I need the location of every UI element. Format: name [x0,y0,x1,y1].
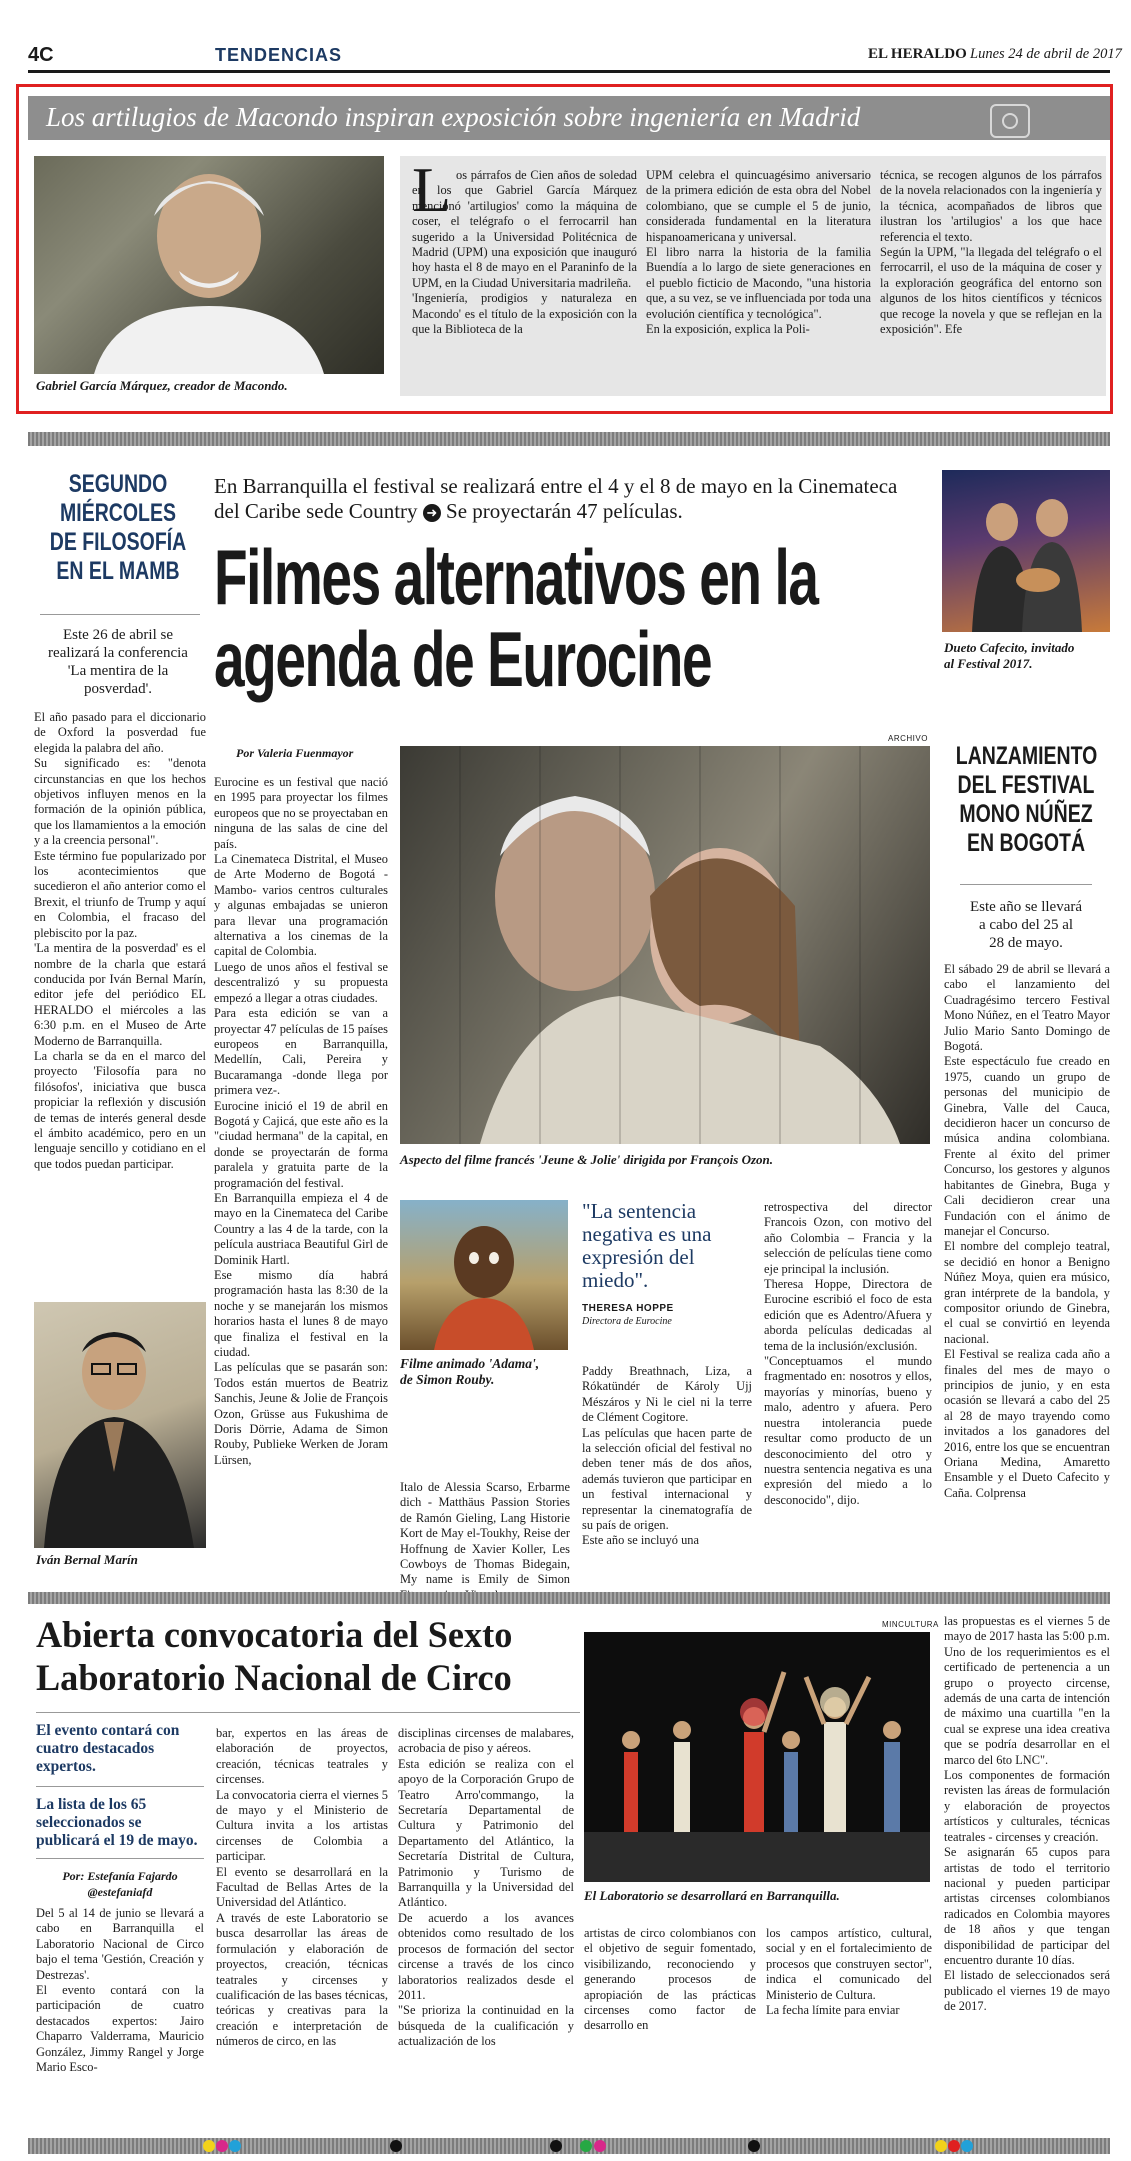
registration-mark-cyan [229,2140,241,2152]
registration-mark-red [948,2140,960,2152]
eurocine-quote: "La sentencia negativa es una expresión del miedo". [582,1199,712,1292]
film-still-illustration [400,746,930,1144]
filosofia-body: El año pasado para el diccionario de Oxford la posverdad fue elegida la palabra del año. Su significado es: "denota circunstancias en que los hechos objetivos influyen menos en la formación de la opinión pública, que los llamamientos a la emoción y a la creencia personal". Este término fue popularizado por los acontecimientos que sucedieron el año anterior como el Brexit, el triunfo de Trump y aquí en Colombia, el fracaso del plebiscito por la paz. 'La mentira de la posverdad' es el nombre de la charla que estará conducida por Iván Bernal Marín, editor jefe del periódico EL HERALDO el miércoles a las 6:30 p.m. en el Museo de Arte Moderno de Barranquilla. La charla se da en el marco del proyecto 'Filosofía para no filósofos', iniciativa que busca propiciar la reflexión y discusión de temas de interés general desde el ámbito académico, pero en un lenguaje sencillo y cotidiano en el que todos puedan participar. [34,710,206,1171]
eurocine-title: Filmes alternativos en la agenda de Eurocine [214,533,818,703]
eurocine-photo-credit: ARCHIVO [888,734,928,743]
header-rule [28,70,1110,73]
eurocine-col2-left: Italo de Alessia Scarso, Erbarme dich - Matthäus Passion Stories de Ramón Gieling, Lang Historie Kort de May el-Toukhy, Reise der Hoffnung de Xavier Koller, Les Cowboys de Thomas Bidegain, My name is Emily de Simon [400,1480,570,1587]
camera-icon [990,104,1030,138]
filosofia-title: SEGUNDO MIÉRCOLES DE FILOSOFÍA EN EL MAMB [49,470,187,585]
eurocine-col1: Eurocine es un festival que nació en 1995 para proyectar los filmes europeos que no se proyectaban en ninguna de las salas de cine del país. La Cinemateca Distrital, el Museo de Arte Moderno de Bogotá -Mambo- varios centros culturales y algunas embajadas se unieron para llevar una programación alternativa a los cinemas de la capital de Colombia. Luego de unos años el festival se descentralizó y su propuesta empezó a llegar a otras ciudades. Para esta edición se van a proyectar 47 películas de 15 países europeos en Barranquilla, Medellín, Cali, Pereira y Bucaramanga -donde llega por primera vez-. Eurocine inició el 19 de abril en Bogotá y Cajicá, que este año es la "ciudad hermana" de la capital, en donde se proyectarán de forma paralela y gratuita parte de la programación del festival. En Barranquilla empieza el 4 de mayo en la Cinemateca del Caribe Country a las 4 de la tarde, con la película austriaca Beautiful Girl de Dominik Hartl. Ese mismo día habrá programación hasta las 8:30 de la noche y se manejarán los mismos horarios hasta el lunes 8 de mayo que finaliza el festival en la ciudad. Las películas que se pasarán son: Todos están muertos de Beatriz Sanchis, Jeune & Jolie de François Ozon, Grüsse aus Fukushima de Doris Dörrie, Adama de Simon Rouby, Publieke Werken de Joram Lürsen, [214,775,388,1467]
arrow-circle-icon: ➜ [423,504,441,522]
registration-mark-magenta [216,2140,228,2152]
circo-col4: artistas de circo colombianos con el objetivo de seguir fomentado, visibilizando, reconociendo y generando procesos de apropiación de las prácticas circenses como factor de desarrollo en [584,1926,756,2033]
macondo-col1: os párrafos de Cien años de soledad en los que Gabriel García Márquez mencionó 'artilugios' como la máquina de coser, el telégrafo o el ferrocarril han sugerido a la Universidad Politécnica de Madrid (UPM) una exposición que inauguró hoy hasta el 8 de mayo en el Paraninfo de la UPM, en la Ciudad Universitaria madrileña. 'Ingeniería, prodigios y naturaleza en Macondo' es el título de la exposición con la que la Biblioteca de la [412,168,637,337]
circo-byline-handle: @estefaniafd [87,1885,153,1899]
circo-byline: Por: Estefanía Fajardo [62,1869,178,1883]
ivan-caption: Iván Bernal Marín [36,1552,138,1567]
dueto-cafecito-photo [942,470,1110,632]
eurocine-col3: retrospectiva del director Francois Ozon, con motivo del año Colombia – Francia y la selección de películas tiene como eje principal la inclusión. Theresa Hoppe, Directora de Eurocine escribió el foco de esta edición que es Adentro/Afuera y aborda películas dedicadas al tema de la inclusión/exclusión. "Conceptuamos el mundo fragmentado en: nosotros y ellos, mayorías y minorías, bueno y malo, adentro y afuera. Pero nuestra intolerancia puede resultar como producto de un desconocimiento del otro y nuestra sentencia negativa es una expresión del miedo a lo desconocido", dijo. [764,1200,932,1507]
eurocine-kicker-text: En Barranquilla el festival se realizará entre el 4 y el 8 de mayo en la Cinemateca del Caribe sede Country [214,474,898,523]
circo-col6: las propuestas es el viernes 5 de mayo de 2017 hasta las 5:00 p.m. Uno de los requerimientos es el certificado de pertenencia a un grupo o proyecto circense, además de una carta de intención de máximo una cuartilla "en la cual se exprese una idea creativa que se podría desarrollar en el marco del 6to LNC". Los componentes de formación revisten las áreas de formulación y elaboración de proyectos artísticos y culturales, técnicas teatrales - circenses y creación. Se asignarán 65 cupos para artistas de todo el territorio nacional y pueden participar artistas circenses colombianos radicados en Colombia mayores de 18 años y que tengan disponibilidad de participar del encuentro durante 10 días. El listado de seleccionados será publicado el viernes 19 de mayo de 2017. [944,1614,1110,2014]
circo-title: Abierta convocatoria del Sexto Laboratorio Nacional de Circo [36,1615,513,1699]
page-number: 4C [28,44,54,66]
issue-date: Lunes 24 de abril de 2017 [970,46,1122,62]
circo-rule [36,1712,580,1713]
mono-title: LANZAMIENTO DEL FESTIVAL MONO NÚÑEZ EN BOGOTÁ [955,742,1098,857]
macondo-col3: técnica, se recogen algunos de los párrafos de la novela relacionados con la ingeniería y la técnica, acompañados de libros que ilustran los 'artilugios' a los que hace referencia el texto. Según la UPM, "la llegada del telégrafo o el ferrocarril, el uso de la máquina de coser y la exploración geográfica del entorno son algunos de los hitos científicos y técnicos que recoge la novela y que se reflejan en la exposición". Efe [880,168,1102,337]
ivan-bernal-photo [34,1302,206,1548]
adama-photo [400,1200,568,1350]
dueto-illustration [942,470,1110,632]
registration-mark-yellow [203,2140,215,2152]
circo-photo [584,1632,930,1882]
circo-lead2: La lista de los 65 seleccionados se publicará el 19 de mayo. [36,1796,198,1849]
circus-performers-illustration [584,1632,930,1882]
macondo-drop-cap: L [412,154,452,225]
portrait-illustration [34,156,384,374]
separator-band-1 [28,432,1110,446]
eurocine-col2: Paddy Breathnach, Liza, a Rókatündér de Károly Ujj Mészáros y Ni le ciel ni la terre de Clément Cogitore. Las películas que hacen parte de la selección oficial del festival no deben tener más de dos años, además tuvieron que participar en un festival internacional y representar la cinematografía de su país de origen. Este año se incluyó una [582,1364,752,1548]
circo-lead-rule-2 [36,1858,204,1859]
registration-mark-black-1 [390,2140,402,2152]
registration-mark-green [580,2140,592,2152]
macondo-col2: UPM celebra el quincuagésimo aniversario de la primera edición de esta obra del Nobel colombiano, que se cumple el 5 de junio, considerada fundamental en la literatura hispanoamericana y universal. El libro narra la historia de la familia Buendía a lo largo de siete generaciones en el pueblo ficticio de Macondo, "una historia que, a su vez, se ve influenciada por toda una evolución científica y tecnológica". En la exposición, explica la Poli- [646,168,871,337]
dueto-caption: Dueto Cafecito, invitado al Festival 2017. [944,640,1075,671]
registration-mark-black-3 [748,2140,760,2152]
eurocine-byline: Por Valeria Fuenmayor [236,746,354,760]
circo-lead1: El evento contará con cuatro destacados expertos. [36,1722,180,1775]
eurocine-kicker [214,474,914,524]
macondo-photo-caption: Gabriel García Márquez, creador de Macondo. [36,378,288,393]
quote-name: THERESA HOPPE [582,1303,674,1314]
circo-col3: disciplinas circenses de malabares, acrobacia de piso y aéreos. Esta edición se realiza con el apoyo de la Corporación Grupo de Teatro Arro'commango, la Secretaría Departamental de Cultura y Patrimonio del Departamento del Atlántico, la Secretaría Distrital de Cultura, Patrimonio y Turismo de Barranquilla y la Universidad del Atlántico. De acuerdo a los avances obtenidos como resultado de los procesos de formación del sector circense a través de los cinco laboratorios realizados desde el 2011. "Se prioriza la continuidad en la búsqueda de la cualificación y actualización de los [398,1726,574,2049]
filosofia-rule [40,614,200,615]
mono-body: El sábado 29 de abril se llevará a cabo el lanzamiento del Cuadragésimo tercero Festival Mono Núñez, en el Teatro Mayor Julio Mario Santo Domingo de Bogotá. Este espectáculo fue creado en 1975, cuando un grupo de personas del municipio de Ginebra, Valle del Cauca, decidieron hacer un concurso de música andina colombiana. Frente al éxito del primer Concurso, los gestores y algunos habitantes de Ginebra, Buga y Cali decidieron crear una Fundación con el ánimo de manejar el Concurso. El nombre del complejo teatral, se decidió en honor a Benigno Núñez Moya, quien era músico, gran intérprete de la bandola, y compositor oriundo de Ginebra, el cual se convirtió en leyenda nacional. El Festival se realiza cada año a finales del mes de mayo o principios de junio, y en esta ocasión se llevará a cabo del 25 al 28 de mayo trayendo como invitados a los ganadores del 2016, entre los que se encuentran Oriana Medina, Amaretto Ensamble y el Dueto Cafecito y Caña. Colprensa [944,962,1110,1500]
section-title: TENDENCIAS [215,45,343,65]
garcia-marquez-photo [34,156,384,374]
registration-mark-cyan-2 [961,2140,973,2152]
newspaper-name: EL HERALDO [868,46,967,62]
circo-lead-rule [36,1786,204,1787]
circo-col5: los campos artístico, cultural, social y en el fortalecimiento de procesos que construyen sector", indica el comunicado del Ministerio de Cultura. La fecha límite para enviar [766,1926,932,2018]
jeune-jolie-caption: Aspecto del filme francés 'Jeune & Jolie' dirigida por François Ozon. [400,1152,774,1167]
ivan-portrait-illustration [34,1302,206,1548]
circo-col1: Del 5 al 14 de junio se llevará a cabo en Barranquilla el Laboratorio Nacional de Circo bajo el tema 'Gestión, Creación y Destrezas'. El evento contará con la participación de cuatro destacados expertos: Jairo Chaparro Valderrama, Mauricio González, Jimmy Rangel y Jorge Mario Esco- [36,1906,204,2075]
eurocine-kicker-tail: Se proyectarán 47 películas. [446,499,683,523]
filosofia-subtitle: Este 26 de abril se realizará la conferencia 'La mentira de la posverdad'. [48,627,188,697]
circo-photo-caption: El Laboratorio se desarrollará en Barranquilla. [584,1888,840,1903]
mono-rule [960,884,1092,885]
macondo-title: Los artilugios de Macondo inspiran exposición sobre ingeniería en Madrid [46,102,861,132]
circo-photo-credit: MINCULTURA [882,1620,939,1629]
quote-role: Directora de Eurocine [582,1316,672,1327]
registration-mark-black-2 [550,2140,562,2152]
adama-caption: Filme animado 'Adama', de Simon Rouby. [400,1356,540,1387]
adama-illustration [400,1200,568,1350]
separator-band-2 [28,1592,1110,1604]
mono-subtitle: Este año se llevará a cabo del 25 al 28 de mayo. [969,899,1083,951]
registration-mark-magenta-2 [594,2140,606,2152]
jeune-jolie-photo [400,746,930,1144]
registration-mark-yellow-2 [935,2140,947,2152]
circo-col2: bar, expertos en las áreas de elaboración de proyectos, creación, técnicas teatrales y circenses. La convocatoria cierra el viernes 5 de mayo y el Ministerio de Cultura invita a los artistas circenses de Colombia a participar. El evento se desarrollará en la Facultad de Bellas Artes de la Universidad del Atlántico. A través de este Laboratorio se busca desarrollar las áreas de formulación y elaboración de proyectos, creación, técnicas teatrales y circenses y cualificación de las bases técnicas, teóricas y creativas para la creación e interpretación de números de circo, en las [216,1726,388,2049]
